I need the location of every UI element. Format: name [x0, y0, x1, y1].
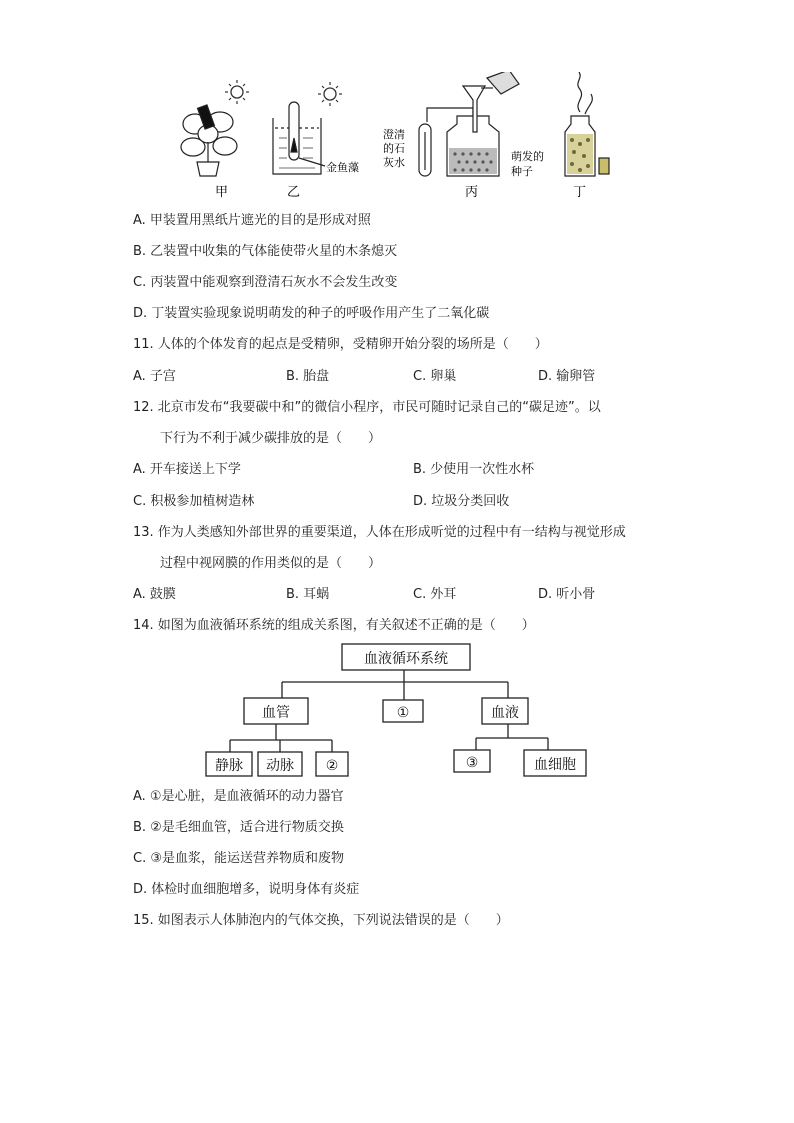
q13-option-b: B. 耳蜗: [286, 587, 330, 602]
label-seeds-1: 萌发的: [511, 150, 544, 163]
q11-option-c: C. 卵巢: [413, 369, 457, 384]
q11-option-d: D. 输卵管: [538, 369, 596, 384]
q14-stem: 14. 如图为血液循环系统的组成关系图，有关叙述不正确的是（ ）: [133, 618, 535, 633]
q13-stem-line2: 过程中视网膜的作用类似的是（ ）: [160, 556, 382, 571]
q10-option-c: C. 丙装置中能观察到澄清石灰水不会发生改变: [133, 275, 398, 290]
q13-stem-line1: 13. 作为人类感知外部世界的重要渠道，人体在形成听觉的过程中有一结构与视觉形成: [133, 525, 626, 540]
flask-apparatus-icon: [419, 72, 519, 176]
node-vein: 静脉: [215, 758, 243, 774]
q12-option-c: C. 积极参加植树造林: [133, 494, 255, 509]
q11-stem: 11. 人体的个体发育的起点是受精卵，受精卵开始分裂的场所是（ ）: [133, 337, 548, 352]
q12-option-d: D. 垃圾分类回收: [413, 494, 510, 509]
node-circle3: ③: [465, 755, 479, 771]
node-blood: 血液: [491, 705, 519, 721]
q15-stem: 15. 如图表示人体肺泡内的气体交换，下列说法错误的是（ ）: [133, 913, 509, 928]
node-circle2: ②: [325, 758, 339, 774]
label-ding: 丁: [573, 185, 587, 200]
node-vessels: 血管: [262, 705, 290, 721]
q14-option-b: B. ②是毛细血管，适合进行物质交换: [133, 820, 344, 835]
circulation-diagram: [190, 640, 610, 780]
label-jinyuzao: 金鱼藻: [326, 161, 359, 174]
node-bloodcell: 血细胞: [534, 757, 576, 773]
q10-option-b: B. 乙装置中收集的气体能使带火星的木条熄灭: [133, 244, 398, 259]
label-seeds-2: 种子: [511, 165, 533, 178]
label-limewater-3: 灰水: [383, 156, 405, 169]
q13-option-d: D. 听小骨: [538, 587, 596, 602]
potted-plant-icon: [181, 105, 237, 176]
q12-option-a: A. 开车接送上下学: [133, 462, 241, 477]
seed-jar-icon: [565, 72, 609, 176]
q14-option-d: D. 体检时血细胞增多，说明身体有炎症: [133, 882, 360, 897]
q12-stem-line1: 12. 北京市发布“我要碳中和”的微信小程序，市民可随时记录自己的“碳足迹”。以: [133, 400, 601, 415]
q10-option-d: D. 丁装置实验现象说明萌发的种子的呼吸作用产生了二氧化碳: [133, 306, 490, 321]
node-root: 血液循环系统: [364, 651, 448, 667]
q11-option-a: A. 子宫: [133, 369, 176, 384]
label-yi: 乙: [287, 185, 301, 200]
q14-option-a: A. ①是心脏，是血液循环的动力器官: [133, 789, 344, 804]
label-jia: 甲: [215, 185, 229, 200]
beaker-icon: [273, 102, 325, 174]
label-limewater-2: 的石: [383, 142, 405, 155]
q10-option-a: A. 甲装置用黑纸片遮光的目的是形成对照: [133, 213, 371, 228]
q12-stem-line2: 下行为不利于减少碳排放的是（ ）: [160, 431, 382, 446]
node-circle1: ①: [396, 705, 410, 721]
sun-icon: [225, 80, 249, 104]
q14-option-c: C. ③是血浆，能运送营养物质和废物: [133, 851, 344, 866]
q13-option-a: A. 鼓膜: [133, 587, 176, 602]
node-artery: 动脉: [266, 758, 294, 774]
experiment-figure: [175, 72, 615, 202]
q13-option-c: C. 外耳: [413, 587, 457, 602]
label-limewater-1: 澄清: [383, 128, 405, 141]
q12-option-b: B. 少使用一次性水杯: [413, 462, 535, 477]
sun-icon-2: [318, 82, 342, 106]
q11-option-b: B. 胎盘: [286, 369, 330, 384]
label-bing: 丙: [465, 185, 479, 200]
